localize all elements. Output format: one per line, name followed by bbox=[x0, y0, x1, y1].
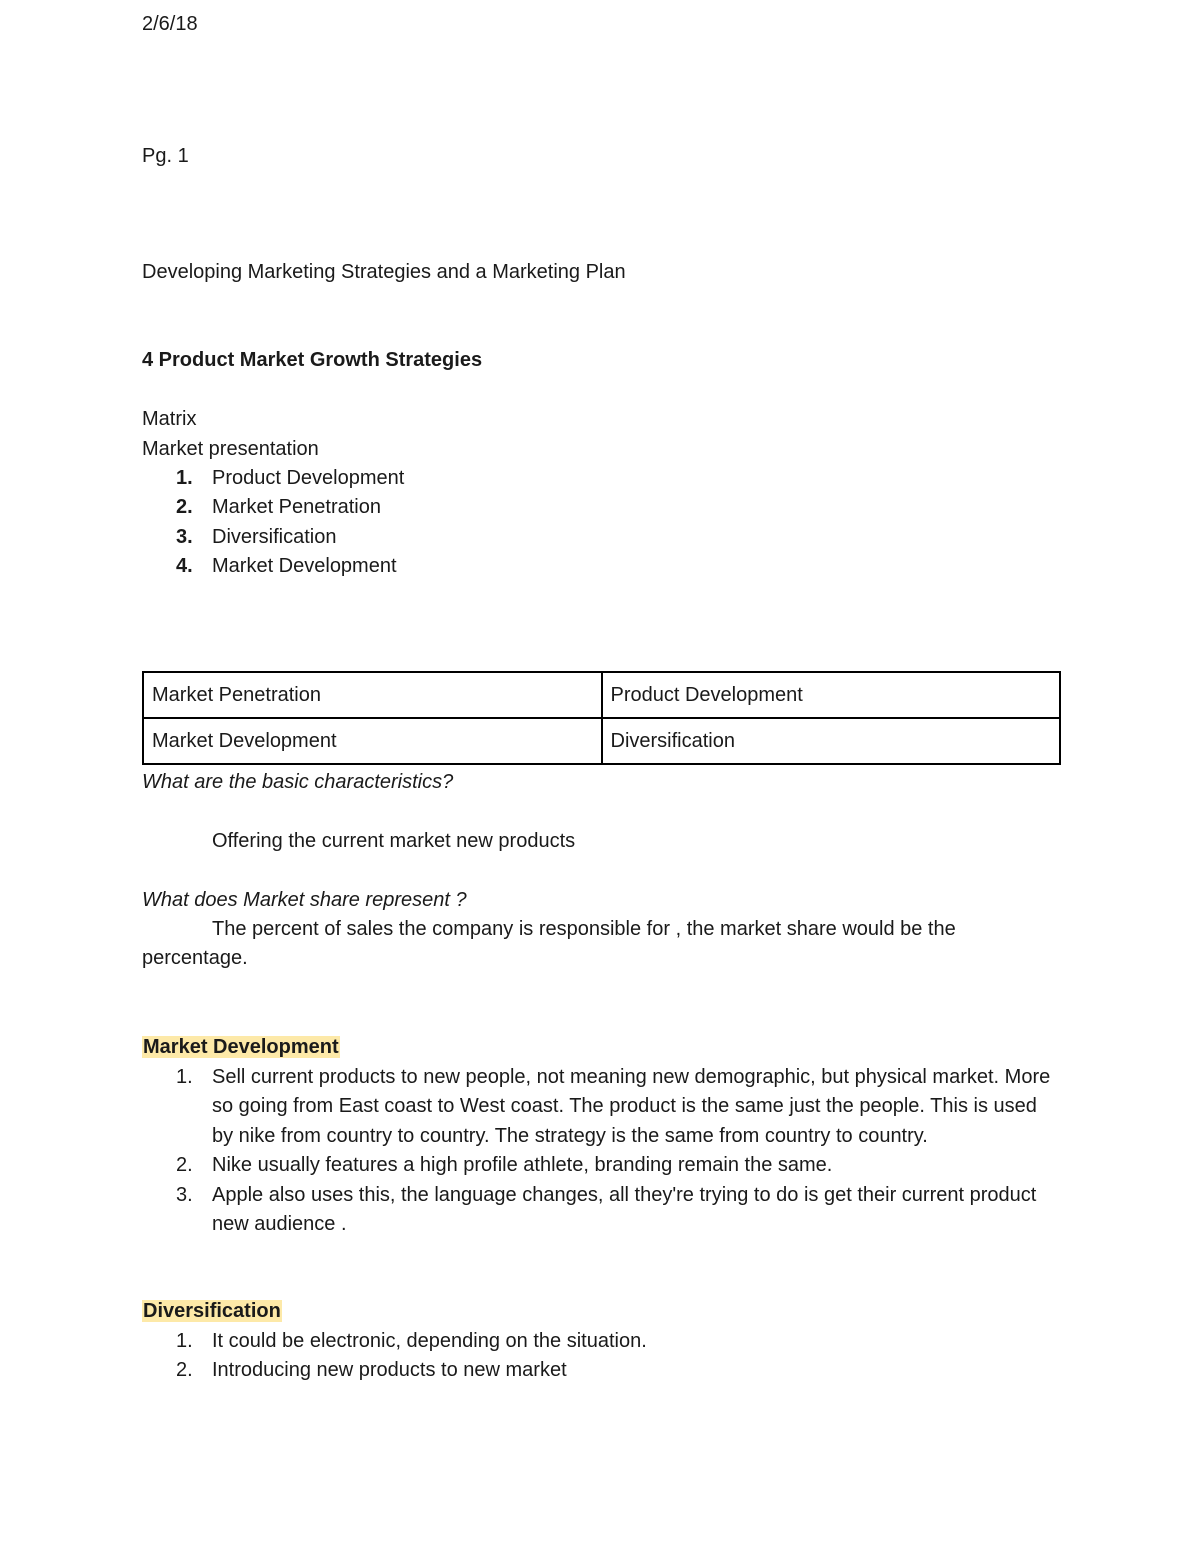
answer-characteristics: Offering the current market new products bbox=[212, 830, 576, 852]
list-number: 1. bbox=[176, 467, 193, 489]
list-text: Sell current products to new people, not meaning new demographic, but physical market. More so going from East coast to West coast. The product is the same just the people. This is used by nike from country to country. The strategy is the same from country to country. bbox=[212, 1066, 1051, 1147]
table-cell: Market Development bbox=[143, 718, 602, 764]
list-number: 3. bbox=[176, 1183, 193, 1206]
diversification-heading bbox=[142, 1299, 282, 1323]
diversification-list bbox=[142, 1327, 1052, 1386]
list-number: 3. bbox=[176, 525, 193, 548]
growth-matrix-table bbox=[142, 671, 1061, 765]
question-market-share: What does Market share represent ? bbox=[142, 889, 467, 911]
page-number: Pg. 1 bbox=[142, 145, 189, 167]
table-cell: Diversification bbox=[602, 718, 1061, 764]
list-item bbox=[142, 493, 1052, 522]
list-number: 4. bbox=[176, 555, 193, 578]
list-text: Nike usually features a high profile athlete, branding remain the same. bbox=[212, 1154, 833, 1177]
section-heading: 4 Product Market Growth Strategies bbox=[142, 349, 483, 371]
list-number: 2. bbox=[176, 1154, 193, 1177]
table-cell: Product Development bbox=[602, 672, 1061, 718]
intro-matrix-label: Matrix bbox=[142, 408, 197, 430]
highlighted-heading: Market Development bbox=[143, 1036, 339, 1058]
list-text: Apple also uses this, the language changes, all they're trying to do is get their current product new audience . bbox=[212, 1183, 1037, 1236]
list-item bbox=[142, 1151, 1052, 1180]
list-item bbox=[142, 1356, 1052, 1385]
table-cell: Market Penetration bbox=[143, 672, 602, 718]
list-text: Market Penetration bbox=[212, 496, 381, 519]
list-item bbox=[142, 1327, 1052, 1356]
list-text: Product Development bbox=[212, 467, 405, 489]
list-number: 2. bbox=[176, 496, 193, 519]
list-text: Introducing new products to new market bbox=[212, 1359, 567, 1382]
list-number: 2. bbox=[176, 1359, 193, 1382]
table-row bbox=[143, 672, 1060, 718]
list-number: 1. bbox=[176, 1330, 193, 1352]
list-item bbox=[142, 464, 1052, 493]
list-text: Diversification bbox=[212, 525, 337, 548]
list-text: Market Development bbox=[212, 555, 397, 578]
strategy-list bbox=[142, 464, 1052, 582]
date-header: 2/6/18 bbox=[142, 13, 198, 35]
intro-market-presentation: Market presentation bbox=[142, 438, 319, 460]
list-item bbox=[142, 552, 1052, 581]
question-characteristics: What are the basic characteristics? bbox=[142, 771, 454, 793]
list-item bbox=[142, 1063, 1052, 1151]
market-development-list bbox=[142, 1063, 1052, 1239]
highlighted-heading: Diversification bbox=[143, 1300, 281, 1322]
list-text: It could be electronic, depending on the situation. bbox=[212, 1330, 647, 1352]
answer-market-share: The percent of sales the company is responsible for , the market share would be the percentage. bbox=[142, 918, 956, 970]
document-title: Developing Marketing Strategies and a Marketing Plan bbox=[142, 261, 626, 283]
market-development-heading bbox=[142, 1035, 340, 1059]
list-item bbox=[142, 1181, 1052, 1240]
list-item bbox=[142, 523, 1052, 552]
list-number: 1. bbox=[176, 1066, 193, 1088]
table-row bbox=[143, 718, 1060, 764]
